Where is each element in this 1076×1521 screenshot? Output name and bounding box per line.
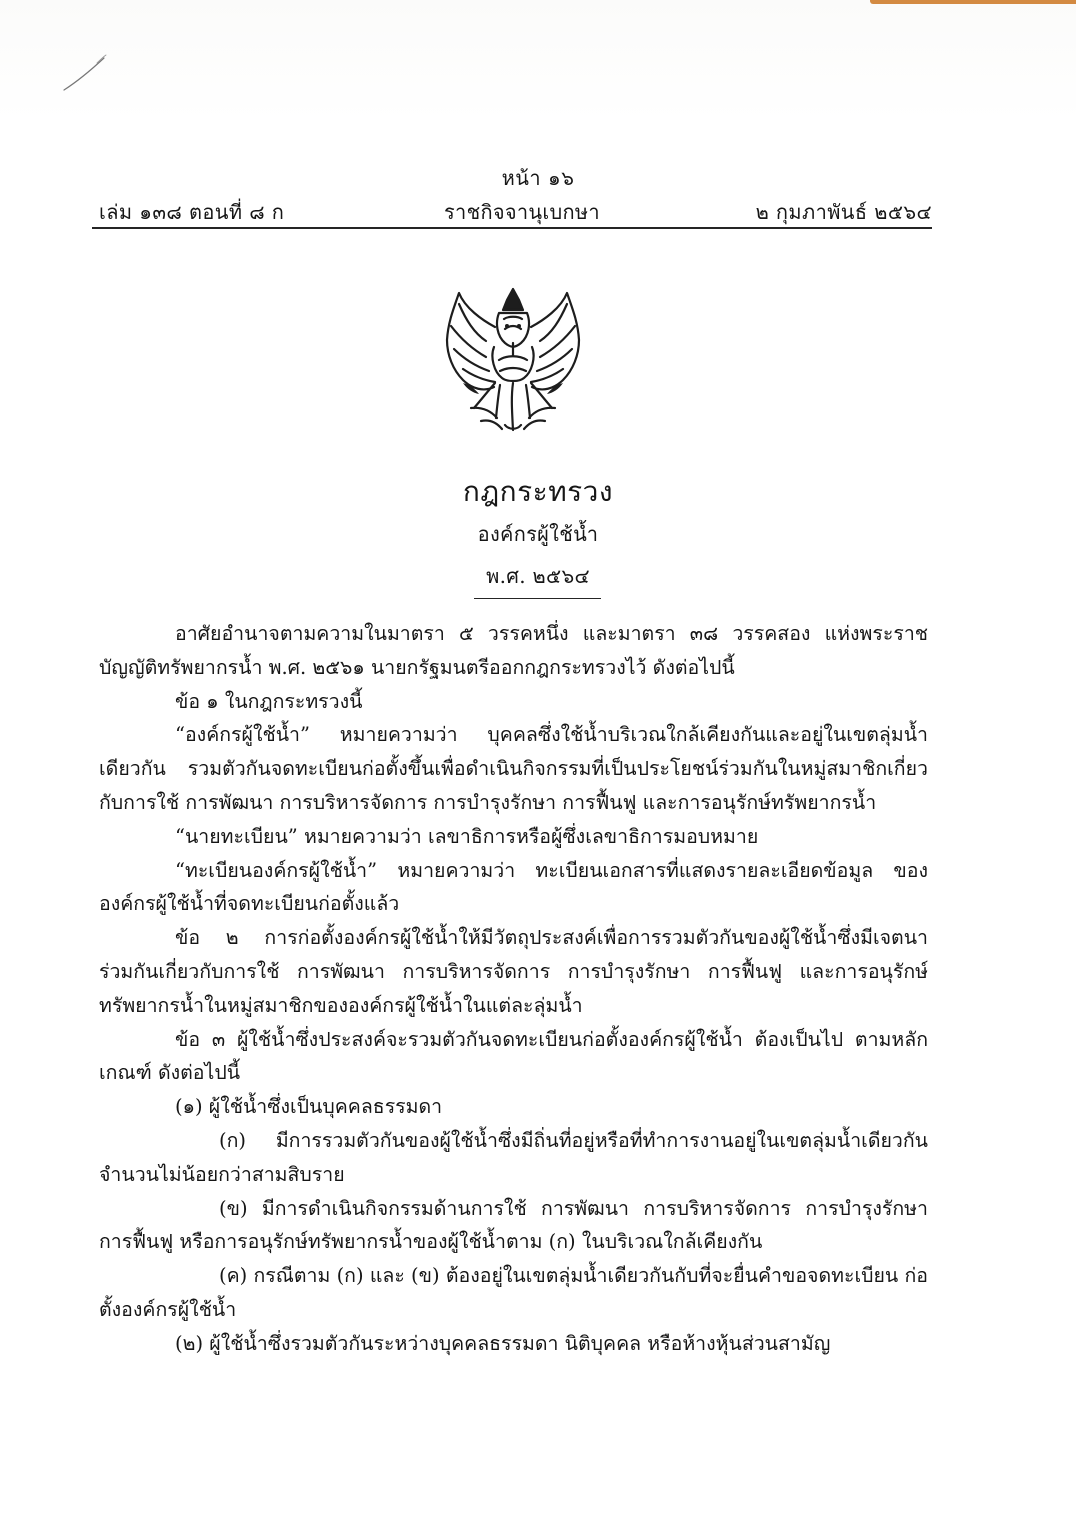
title-divider [474, 598, 601, 599]
paragraph-subitem-kho-khwai: (ค) กรณีตาม (ก) และ (ข) ต้องอยู่ในเขตลุ่มน้ำเดียวกันกับที่จะยื่นคำขอจดทะเบียน ก่อตั้งองค์กรผู้ใช้น้ำ [99, 1264, 928, 1321]
paper-edge [870, 0, 1076, 4]
pen-mark-icon [54, 48, 124, 98]
document-body [99, 617, 928, 1361]
paragraph-definition-registrar: “นายทะเบียน” หมายความว่า เลขาธิการหรือผู้ซึ่งเลขาธิการมอบหมาย [175, 824, 759, 848]
paragraph-authority: อาศัยอำนาจตามความในมาตรา ๕ วรรคหนึ่ง และมาตรา ๓๘ วรรคสอง แห่งพระราชบัญญัติทรัพยากรน้ำ พ.ศ. ๒๕๖๑ นายกรัฐมนตรีออกกฎกระทรวงไว้ ดังต่อไปนี้ [99, 622, 928, 679]
paragraph-clause-2: ข้อ ๒ การก่อตั้งองค์กรผู้ใช้น้ำให้มีวัตถุประสงค์เพื่อการรวมตัวกันของผู้ใช้น้ำซึ่งมีเจตนา ร่วมกันเกี่ยวกับการใช้ การพัฒนา การบริหารจัดการ การบำรุงรักษา การฟื้นฟู และการอนุรักษ์ ทรัพยากรน้ำในหมู่สมาชิกขององค์กรผู้ใช้น้ำในแต่ละลุ่มน้ำ [99, 926, 928, 1017]
gazette-header [99, 196, 932, 226]
page-number: หน้า ๑๖ [501, 166, 575, 190]
paragraph-subitem-kho: (ข) มีการดำเนินกิจกรรมด้านการใช้ การพัฒนา การบริหารจัดการ การบำรุงรักษา การฟื้นฟู หรือการอนุรักษ์ทรัพยากรน้ำของผู้ใช้น้ำตาม (ก) ในบริเวณใกล้เคียงกัน [99, 1196, 928, 1254]
document-year: พ.ศ. ๒๕๖๔ [486, 564, 590, 588]
paragraph-clause-3: ข้อ ๓ ผู้ใช้น้ำซึ่งประสงค์จะรวมตัวกันจดทะเบียนก่อตั้งองค์กรผู้ใช้น้ำ ต้องเป็นไป ตามหลักเกณฑ์ ดังต่อไปนี้ [99, 1027, 928, 1085]
volume-issue: เล่ม ๑๓๘ ตอนที่ ๘ ก [99, 200, 285, 224]
document-subtitle: องค์กรผู้ใช้น้ำ [477, 522, 599, 546]
gazette-name: ราชกิจจานุเบกษา [444, 200, 600, 224]
paragraph-clause-1: ข้อ ๑ ในกฎกระทรวงนี้ [175, 689, 363, 713]
header-divider [92, 227, 932, 229]
publication-date: ๒ กุมภาพันธ์ ๒๕๖๔ [755, 200, 932, 224]
paragraph-item-1: (๑) ผู้ใช้น้ำซึ่งเป็นบุคคลธรรมดา [175, 1095, 443, 1119]
paragraph-subitem-ko: (ก) มีการรวมตัวกันของผู้ใช้น้ำซึ่งมีถิ่นที่อยู่หรือที่ทำการงานอยู่ในเขตลุ่มน้ำเดียวกัน จำนวนไม่น้อยกว่าสามสิบราย [99, 1128, 928, 1186]
paragraph-definition-water-users-organization: “องค์กรผู้ใช้น้ำ” หมายความว่า บุคคลซึ่งใช้น้ำบริเวณใกล้เคียงกันและอยู่ในเขตลุ่มน้ำเดียวกัน รวมตัวกันจดทะเบียนก่อตั้งขึ้นเพื่อดำเนินกิจกรรมที่เป็นประโยชน์ร่วมกันในหมู่สมาชิกเกี่ยวกับการใช้ การพัฒนา การบริหารจัดการ การบำรุงรักษา การฟื้นฟู และการอนุรักษ์ทรัพยากรน้ำ [99, 723, 928, 814]
garuda-emblem-icon [439, 281, 587, 437]
paragraph-definition-registry: “ทะเบียนองค์กรผู้ใช้น้ำ” หมายความว่า ทะเบียนเอกสารที่แสดงรายละเอียดข้อมูล ขององค์กรผู้ใช้น้ำที่จดทะเบียนก่อตั้งแล้ว [99, 858, 928, 916]
document-title: กฎกระทรวง [462, 475, 614, 508]
paragraph-item-2: (๒) ผู้ใช้น้ำซึ่งรวมตัวกันระหว่างบุคคลธรรมดา นิติบุคคล หรือห้างหุ้นส่วนสามัญ [175, 1331, 831, 1355]
